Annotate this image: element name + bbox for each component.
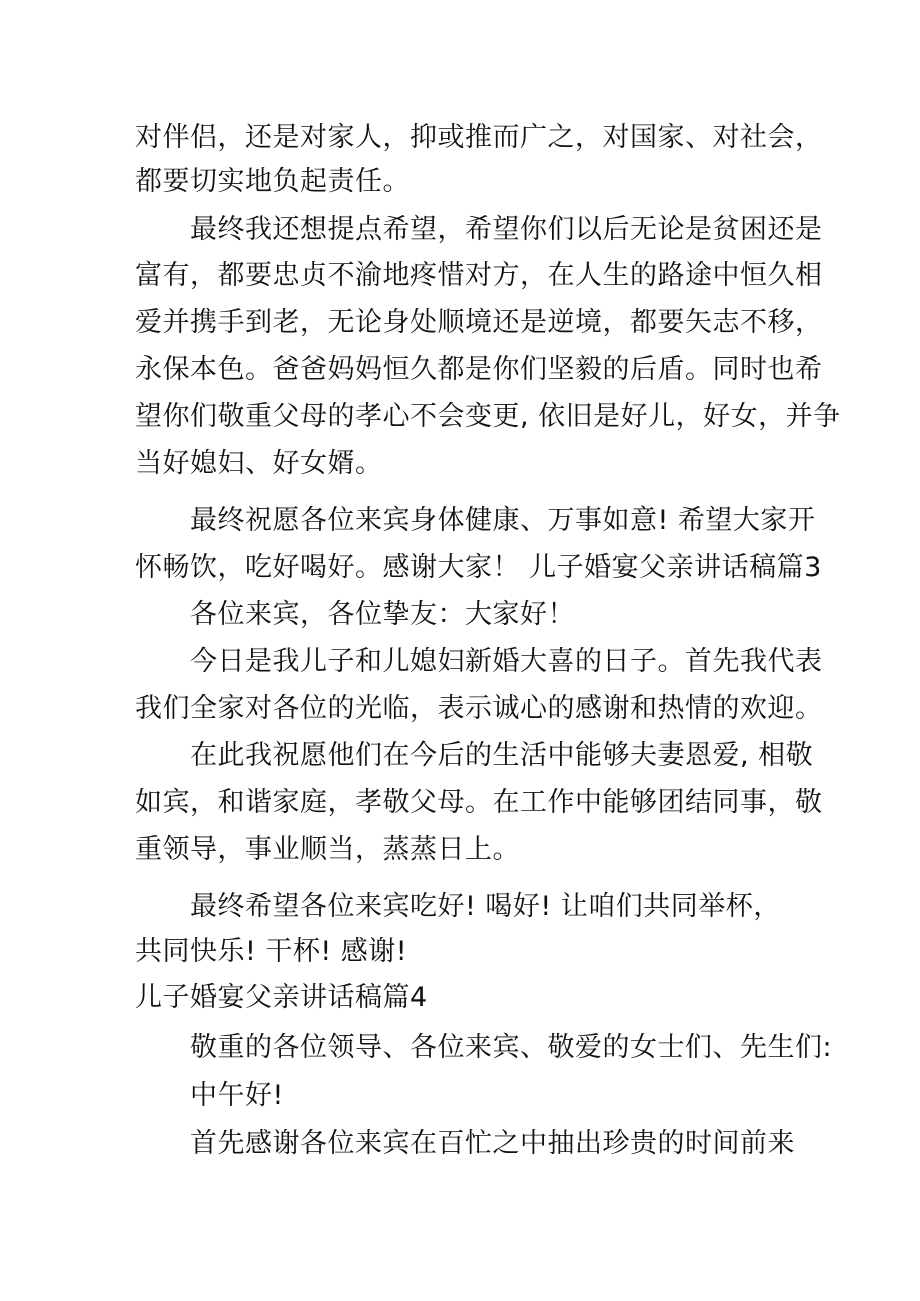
text-line: 重领导，事业顺当，蒸蒸日上。 bbox=[135, 834, 520, 865]
text-line: 首先感谢各位来宾在百忙之中抽出珍贵的时间前来 bbox=[190, 1128, 795, 1159]
text-line: 当好媳妇、好女婿。 bbox=[135, 448, 383, 479]
section-heading: 儿子婚宴父亲讲话稿篇4 bbox=[135, 982, 428, 1013]
text-line: 中午好! bbox=[190, 1080, 284, 1111]
text-line: 永保本色。爸爸妈妈恒久都是你们坚毅的后盾。同时也希 bbox=[135, 354, 823, 385]
text-line: 如宾，和谐家庭，孝敬父母。在工作中能够团结同事，敬 bbox=[135, 787, 823, 818]
text-line: 最终我还想提点希望，希望你们以后无论是贫困还是 bbox=[190, 214, 823, 245]
text-line: 富有，都要忠贞不渝地疼惜对方，在人生的路途中恒久相 bbox=[135, 260, 823, 291]
text-line: 敬重的各位领导、各位来宾、敬爱的女士们、先生们: bbox=[190, 1032, 833, 1063]
text-line: 在此我祝愿他们在今后的生活中能够夫妻恩爱, 相敬 bbox=[190, 740, 814, 771]
text-line: 我们全家对各位的光临，表示诚心的感谢和热情的欢迎。 bbox=[135, 693, 823, 724]
text-line: 都要切实地负起责任。 bbox=[135, 166, 410, 197]
text-line: 各位来宾，各位挚友：大家好！ bbox=[190, 599, 575, 630]
text-line: 爱并携手到老，无论身处顺境还是逆境，都要矢志不移， bbox=[135, 307, 823, 338]
text-line: 最终希望各位来宾吃好! 喝好! 让咱们共同举杯， bbox=[190, 891, 781, 922]
text-line: 望你们敬重父母的孝心不会变更, 依旧是好儿，好女，并争 bbox=[135, 401, 841, 432]
text-line: 今日是我儿子和儿媳妇新婚大喜的日子。首先我代表 bbox=[190, 646, 823, 677]
text-line: 怀畅饮，吃好喝好。感谢大家！ 儿子婚宴父亲讲话稿篇3 bbox=[135, 552, 822, 583]
text-line: 共同快乐! 干杯! 感谢! bbox=[135, 936, 408, 967]
text-line: 最终祝愿各位来宾身体健康、万事如意! 希望大家开 bbox=[190, 505, 816, 536]
text-line: 对伴侣，还是对家人，抑或推而广之，对国家、对社会， bbox=[135, 122, 823, 153]
